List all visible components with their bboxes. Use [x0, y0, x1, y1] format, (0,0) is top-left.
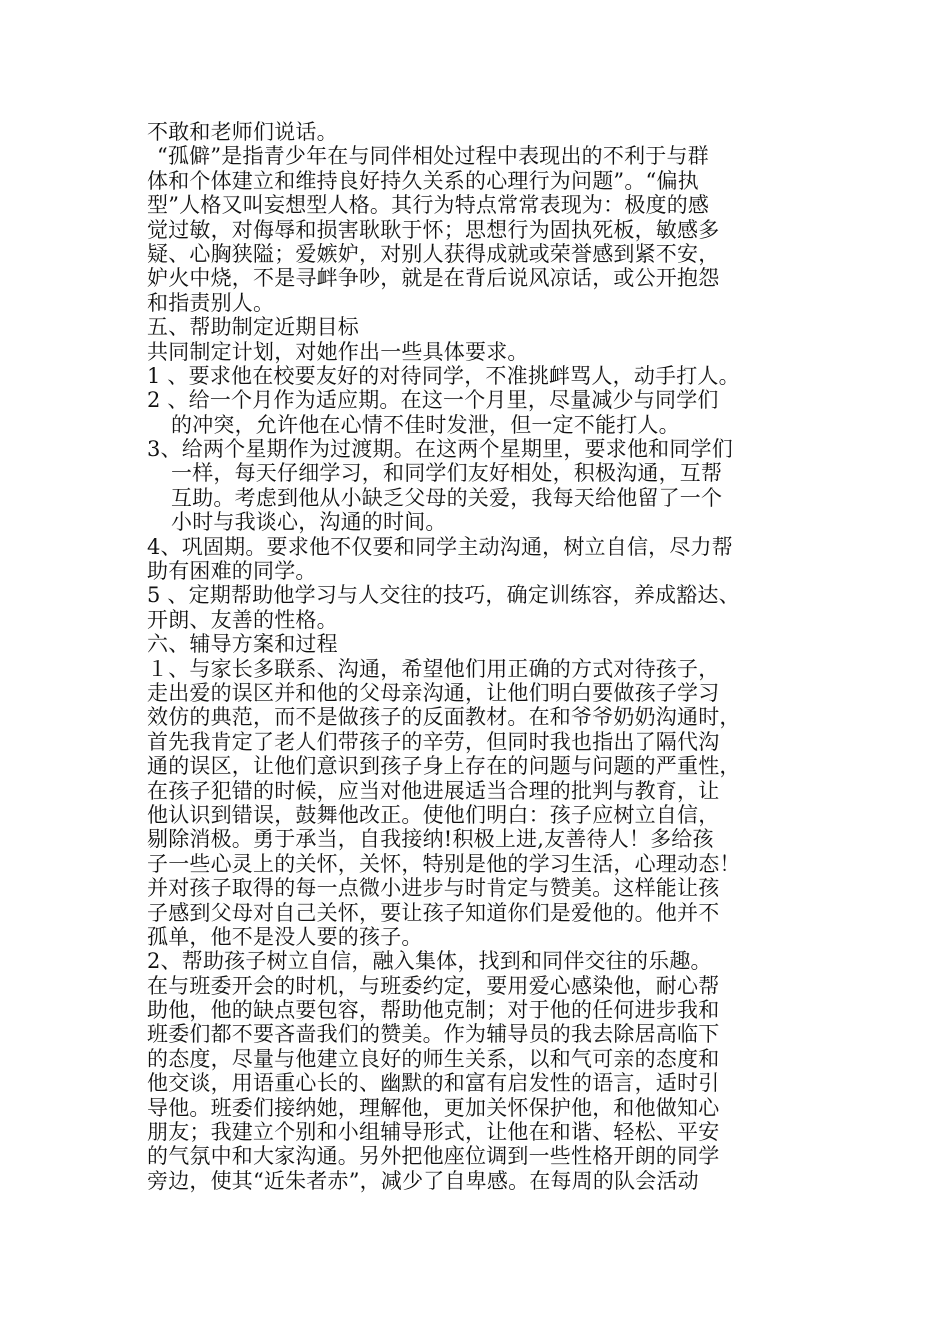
text-line: 和指责别人。 — [147, 290, 275, 315]
text-line: 的气氛中和大家沟通。另外把他座位调到一些性格开朗的同学 — [147, 1144, 720, 1169]
text-line: 助他，他的缺点要包容，帮助他克制；对于他的任何进步我和 — [147, 998, 720, 1023]
text-line: 在与班委开会的时机，与班委约定，要用爱心感染他，耐心帮 — [147, 973, 720, 998]
text-line: 首先我肯定了老人们带孩子的辛劳，但同时我也指出了隔代沟 — [147, 729, 720, 754]
text-line: 导他。班委们接纳她，理解他，更加关怀保护他，和他做知心 — [147, 1095, 720, 1120]
text-line: 旁边，使其“近朱者赤”，减少了自卑感。在每周的队会活动 — [147, 1168, 699, 1193]
text-line: 子一些心灵上的关怀，关怀，特别是他的学习生活，心理动态！ — [147, 851, 741, 876]
text-line: 助有困难的同学。 — [147, 559, 317, 584]
text-line: 他认识到错误，鼓舞他改正。使他们明白：孩子应树立自信， — [147, 802, 720, 827]
list-item: １、与家长多联系、沟通，希望他们用正确的方式对待孩子， — [147, 656, 720, 681]
list-item: 2、帮助孩子树立自信，融入集体，找到和同伴交往的乐趣。 — [147, 949, 712, 974]
list-item: 3、给两个星期作为过渡期。在这两个星期里，要求他和同学们 — [147, 437, 733, 462]
text-line: 并对孩子取得的每一点微小进步与时肯定与赞美。这样能让孩 — [147, 876, 720, 901]
text-line: 小时与我谈心，沟通的时间。 — [171, 510, 447, 535]
text-line: 不敢和老师们说话。 — [147, 120, 338, 144]
list-item: 5 、定期帮助他学习与人交往的技巧，确定训练容，养成豁达、 — [147, 583, 740, 608]
text-line: 开朗、友善的性格。 — [147, 607, 338, 632]
text-line: 孤单，他不是没人要的孩子。 — [147, 924, 423, 949]
text-line: 的态度，尽量与他建立良好的师生关系，以和气可亲的态度和 — [147, 1046, 720, 1071]
document-body — [147, 120, 817, 1193]
text-line: 共同制定计划，对她作出一些具体要求。 — [147, 339, 529, 364]
text-line: 觉过敏，对侮辱和损害耿耿于怀；思想行为固执死板，敏感多 — [147, 217, 720, 242]
text-line: 型”人格又叫妄想型人格。其行为特点常常表现为：极度的感 — [147, 193, 710, 218]
text-line: 效仿的典范，而不是做孩子的反面教材。在和爷爷奶奶沟通时， — [147, 705, 741, 730]
text-line: 体和个体建立和维持良好持久关系的心理行为问题”。“偏执 — [147, 168, 699, 193]
text-line: 疑、心胸狭隘；爱嫉妒，对别人获得成就或荣誉感到紧不安， — [147, 241, 720, 266]
list-item: 4、巩固期。要求他不仅要和同学主动沟通，树立自信，尽力帮 — [147, 534, 733, 559]
text-line: 朋友；我建立个别和小组辅导形式，让他在和谐、轻松、平安 — [147, 1120, 720, 1145]
list-item: 1 、要求他在校要友好的对待同学，不准挑衅骂人，动手打人。 — [147, 363, 740, 388]
text-line: 剔除消极。勇于承当，自我接纳!积极上进,友善待人！多给孩 — [147, 827, 714, 852]
text-line: 走出爱的误区并和他的父母亲沟通，让他们明白要做孩子学习 — [147, 680, 720, 705]
text-line: 子感到父母对自己关怀，要让孩子知道你们是爱他的。他并不 — [147, 900, 720, 925]
list-item: 2 、给一个月作为适应期。在这一个月里，尽量减少与同学们 — [147, 388, 719, 413]
text-line: 在孩子犯错的时候，应当对他进展适当合理的批判与教育，让 — [147, 778, 720, 803]
section-heading: 五、帮助制定近期目标 — [147, 315, 359, 340]
text-line: 班委们都不要吝啬我们的赞美。作为辅导员的我去除居高临下 — [147, 1022, 720, 1047]
text-line: 他交谈，用语重心长的、幽默的和富有启发性的语言，适时引 — [147, 1071, 720, 1096]
section-heading: 六、辅导方案和过程 — [147, 632, 338, 657]
text-line: 妒火中烧，不是寻衅争吵，就是在背后说风凉话，或公开抱怨 — [147, 266, 720, 291]
text-line: 的冲突，允许他在心情不佳时发泄，但一定不能打人。 — [171, 412, 680, 437]
text-line: “孤僻”是指青少年在与同伴相处过程中表现出的不利于与群 — [157, 144, 709, 169]
text-line: 互助。考虑到他从小缺乏父母的关爱，我每天给他留了一个 — [171, 485, 723, 510]
text-line: 通的误区，让他们意识到孩子身上存在的问题与问题的严重性， — [147, 754, 741, 779]
text-line: 一样，每天仔细学习，和同学们友好相处，积极沟通，互帮 — [171, 461, 723, 486]
